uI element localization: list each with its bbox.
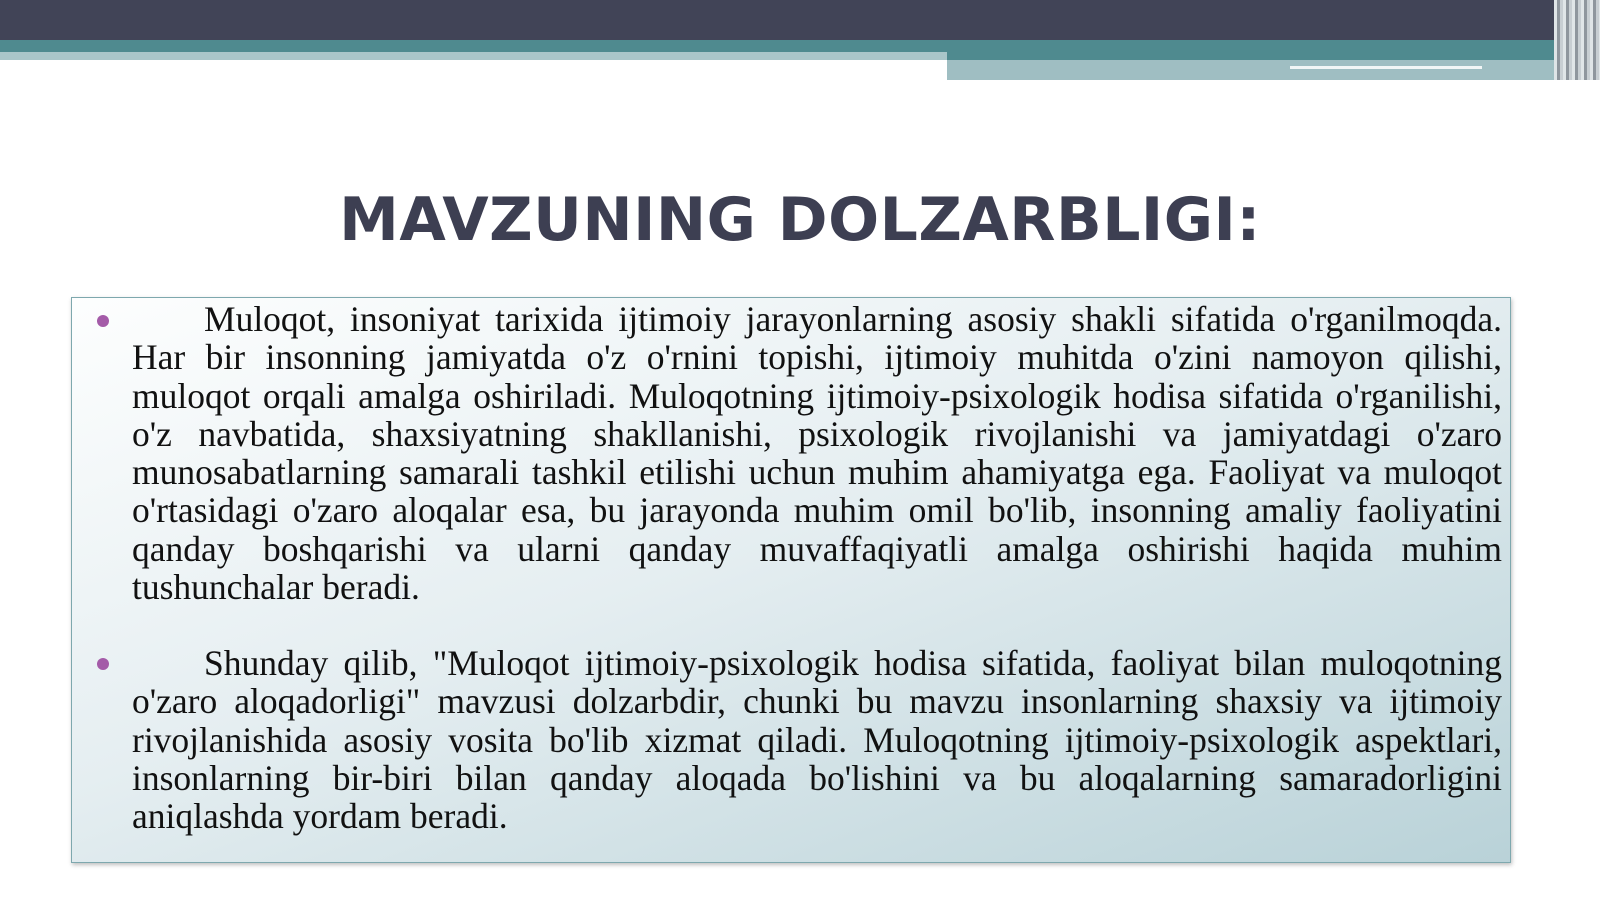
bullet-paragraph-2: Shunday qilib, "Muloqot ijtimoiy-psixologik hodisa sifatida, faoliyat bilan muloqotning o'zaro aloqadorligi" mavzusi dolzarbdir, chunki bu mavzu insonlarning shaxsiy va ijtimoiy rivojlanishida asosiy vosita bo'lib xizmat qiladi. Muloqotning ijtimoiy-psixologik aspektlari, insonlarning bir-biri bilan qanday aloqada bo'lishini va bu aloqalarning samaradorligini aniqlashda yordam beradi. (132, 643, 1502, 837)
header-band-light-right (947, 60, 1557, 80)
header-band-teal-right (947, 40, 1557, 60)
bullet-dot-icon (97, 315, 109, 327)
header-band-light-left (0, 52, 947, 60)
header-thin-line (1290, 66, 1482, 69)
content-box (71, 297, 1511, 863)
bullet-dot-icon (97, 658, 109, 670)
header-band-dark (0, 0, 1600, 40)
slide-title: MAVZUNING DOLZARBLIGI: (339, 185, 1261, 255)
bullet-paragraph-1: Muloqot, insoniyat tarixida ijtimoiy jarayonlarning asosiy shakli sifatida o'rganilmoqda. Har bir insonning jamiyatda o'z o'rnini topishi, ijtimoiy muhitda o'zini namoyon qilishi, muloqot orqali amalga oshiriladi. Muloqotning ijtimoiy-psixologik hodisa sifatida o'rganilishi, o'z navbatida, shaxsiyatning shakllanishi, psixologik rivojlanishi va jamiyatdagi o'zaro munosabatlarning samarali tashkil etilishi uchun muhim ahamiyatga ega. Faoliyat va muloqot o'rtasidagi o'zaro aloqalar esa, bu jarayonda muhim omil bo'lib, insonning amaliy faoliyatini qanday boshqarishi va ularni qanday muvaffaqiyatli amalga oshirishi haqida muhim tushunchalar beradi. (132, 299, 1502, 608)
header-stripes (1554, 0, 1600, 80)
header-band-teal-left (0, 40, 947, 52)
